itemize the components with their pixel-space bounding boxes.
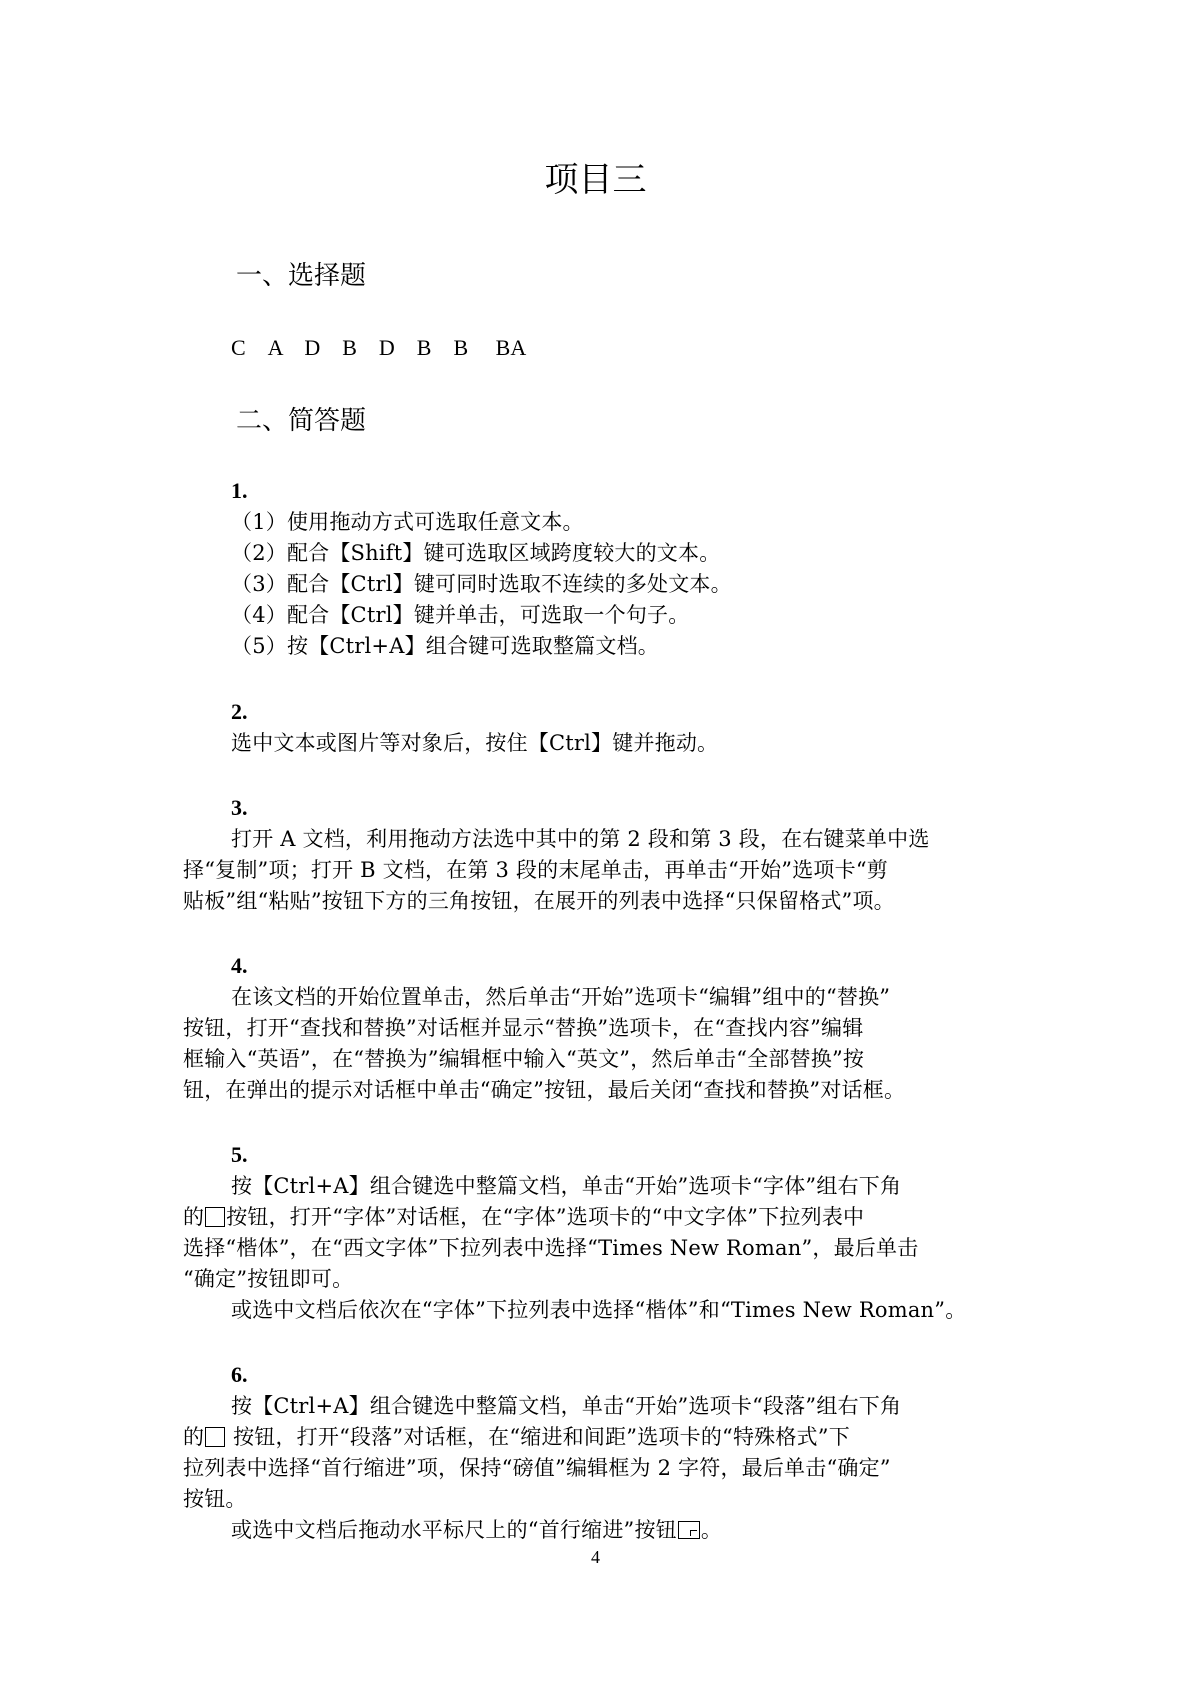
dialog-launcher-icon [205,1207,225,1227]
q4-line-4: 钮，在弹出的提示对话框中单击“确定”按钮，最后关闭“查找和替换”对话框。 [183,1078,906,1102]
q5-line-3: 选择“楷体”，在“西文字体”下拉列表中选择“Times New Roman”，最后单击 [183,1236,919,1260]
q6-line-1: 按【Ctrl+A】组合键选中整篇文档，单击“开始”选项卡“段落”组右下角 [231,1394,902,1418]
q2-line-1: 选中文本或图片等对象后，按住【Ctrl】键并拖动。 [231,731,719,755]
question-number-6: 6. [231,1362,248,1387]
q1-line-2: （2）配合【Shift】键可选取区域跨度较大的文本。 [231,541,721,565]
q1-line-5: （5）按【Ctrl+A】组合键可选取整篇文档。 [231,634,659,658]
q5-line-2-rest: 按钮，打开“字体”对话框，在“字体”选项卡的“中文字体”下拉列表中 [226,1205,865,1229]
q3-line-2: 择“复制”项；打开 B 文档，在第 3 段的末尾单击，再单击“开始”选项卡“剪 [183,858,888,882]
q5-line-5: 或选中文档后依次在“字体”下拉列表中选择“楷体”和“Times New Roman”。 [231,1298,967,1322]
q5-line-1: 按【Ctrl+A】组合键选中整篇文档，单击“开始”选项卡“字体”组右下角 [231,1174,902,1198]
q3-line-3: 贴板”组“粘贴”按钮下方的三角按钮，在展开的列表中选择“只保留格式”项。 [183,889,895,913]
q6-line-2-prefix: 的 [183,1425,205,1449]
question-number-3: 3. [231,795,248,820]
question-number-4: 4. [231,953,248,978]
question-number-1: 1. [231,478,248,503]
q1-line-1: （1）使用拖动方式可选取任意文本。 [231,510,584,534]
q5-line-2 [183,1202,864,1232]
section-heading-choice: 一、选择题 [236,261,367,291]
first-line-indent-icon [678,1521,700,1539]
q5-line-2-prefix: 的 [183,1205,205,1229]
choice-answers: C A D B D B B BA [231,335,527,360]
dialog-launcher-icon [205,1427,225,1447]
q6-line-5-text: 或选中文档后拖动水平标尺上的“首行缩进”按钮 [231,1518,677,1542]
q4-line-2: 按钮，打开“查找和替换”对话框并显示“替换”选项卡，在“查找内容”编辑 [183,1016,864,1040]
question-number-5: 5. [231,1142,248,1167]
q6-line-5-end: 。 [700,1518,723,1542]
q4-line-3: 框输入“英语”，在“替换为”编辑框中输入“英文”，然后单击“全部替换”按 [183,1047,865,1071]
q6-line-4: 按钮。 [183,1487,247,1511]
q1-line-3: （3）配合【Ctrl】键可同时选取不连续的多处文本。 [231,572,732,596]
q6-line-5 [231,1515,722,1545]
page-number: 4 [591,1547,600,1567]
q4-line-1: 在该文档的开始位置单击，然后单击“开始”选项卡“编辑”组中的“替换” [231,985,891,1009]
q6-line-3: 拉列表中选择“首行缩进”项，保持“磅值”编辑框为 2 字符，最后单击“确定” [183,1456,891,1480]
q6-line-2-rest: 按钮，打开“段落”对话框，在“缩进和间距”选项卡的“特殊格式”下 [226,1425,850,1449]
q1-line-4: （4）配合【Ctrl】键并单击，可选取一个句子。 [231,603,690,627]
page-title: 项目三 [544,160,647,200]
q3-line-1: 打开 A 文档，利用拖动方法选中其中的第 2 段和第 3 段，在右键菜单中选 [231,827,930,851]
q5-line-4: “确定”按钮即可。 [183,1267,354,1291]
q6-line-2 [183,1422,850,1452]
question-number-2: 2. [231,699,248,724]
section-heading-short-answer: 二、简答题 [236,406,367,436]
